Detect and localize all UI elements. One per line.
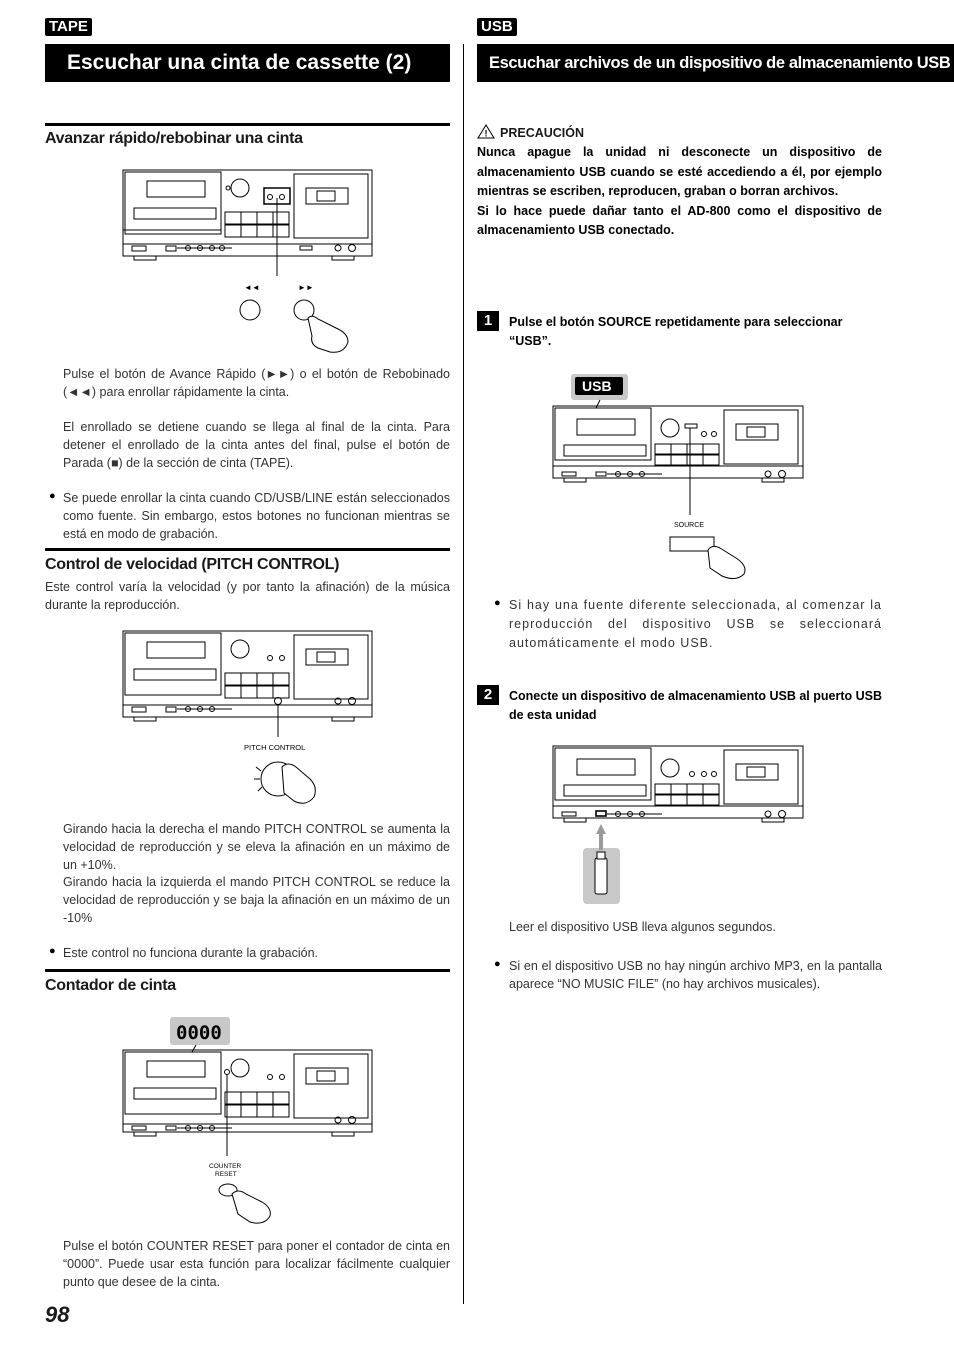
- pitch-paragraph-2: Girando hacia la izquierda el mando PITCH CONTROL se reduce la velocidad de reproducción y se baja la afinación en un máximo de un -10%: [63, 875, 450, 925]
- caution-text-1: Nunca apague la unidad ni desconecte un dispositivo de almacenamiento USB cuando se esté accediendo a él, por ejemplo mientras se escriben, reproducen, graban o borran archivos.: [477, 145, 882, 198]
- step2-bullet: Si en el dispositivo USB no hay ningún archivo MP3, en la pantalla aparece “NO MUSIC FILE” (no hay archivos musicales).: [509, 959, 882, 991]
- step-number: 2: [477, 685, 499, 705]
- caution-text: [477, 143, 882, 241]
- step1-bullet: Si hay una fuente diferente seleccionada, al comenzar la reproducción del dispositivo USB se seleccionará automáticamente el modo USB.: [509, 598, 882, 650]
- warning-icon: [477, 124, 495, 142]
- deck-illustration-pitch: [122, 629, 374, 809]
- counter-display: 0000: [176, 1022, 222, 1044]
- caution-title-text: PRECAUCIÓN: [500, 126, 585, 140]
- bullet-dot: ●: [494, 597, 501, 609]
- usb-display-label: USB: [582, 378, 612, 394]
- page-number: 98: [45, 1302, 70, 1327]
- pitch-paragraph-1: Girando hacia la derecha el mando PITCH CONTROL se aumenta la velocidad de reproducción y se eleva la afinación en un máximo de un +10%.: [63, 822, 450, 872]
- column-divider: [463, 44, 464, 1304]
- step1-text: Pulse el botón SOURCE repetidamente para seleccionar “USB”.: [509, 315, 843, 348]
- ff-rew-heading: Avanzar rápido/rebobinar una cinta: [45, 130, 303, 147]
- reset-label: RESET: [215, 1171, 237, 1178]
- tape-badge: TAPE: [45, 18, 92, 36]
- left-page-title: Escuchar una cinta de cassette (2): [45, 44, 450, 82]
- step2-paragraph: Leer el dispositivo USB lleva algunos segundos.: [509, 920, 776, 934]
- deck-illustration-source: [552, 372, 807, 582]
- section-rule: [45, 969, 450, 972]
- bullet-dot: ●: [49, 490, 56, 502]
- counter-paragraph: Pulse el botón COUNTER RESET para poner el contador de cinta en “0000”. Puede usar esta función para localizar fácilmente cualquier punto que desee de la cinta.: [63, 1239, 450, 1289]
- source-label: SOURCE: [674, 522, 704, 529]
- bullet-dot: ●: [49, 945, 56, 957]
- caution-title: [477, 124, 584, 142]
- ff-bullet: Se puede enrollar la cinta cuando CD/USB/LINE están seleccionados como fuente. Sin embargo, estos botones no funcionan mientras se está en modo de grabación.: [63, 491, 450, 541]
- pitch-heading: Control de velocidad (PITCH CONTROL): [45, 556, 340, 573]
- usb-badge: USB: [477, 18, 517, 36]
- pitch-bullet: Este control no funciona durante la grabación.: [63, 946, 319, 960]
- ff-label: ►►: [298, 283, 314, 292]
- bullet-dot: ●: [494, 958, 501, 970]
- deck-illustration-counter: [122, 1016, 374, 1226]
- section-rule: [45, 123, 450, 126]
- ff-paragraph-1: Pulse el botón de Avance Rápido (►►) o el botón de Rebobinado (◄◄) para enrollar rápidamente la cinta.: [63, 367, 450, 399]
- step-number: 1: [477, 311, 499, 331]
- svg-text:!: !: [484, 128, 488, 139]
- ff-paragraph-2: El enrollado se detiene cuando se llega al final de la cinta. Para detener el enrollado de la cinta antes del final, pulse el botón de Parada (■) de la sección de cinta (TAPE).: [63, 420, 450, 470]
- counter-label: COUNTER: [209, 1163, 242, 1170]
- caution-text-2: Si lo hace puede dañar tanto el AD-800 como el dispositivo de almacenamiento USB conectado.: [477, 203, 882, 237]
- right-page-title: Escuchar archivos de un dispositivo de almacenamiento USB (MP3) (1): [477, 44, 954, 82]
- rew-label: ◄◄: [244, 283, 260, 292]
- step2-text: Conecte un dispositivo de almacenamiento USB al puerto USB de esta unidad: [509, 689, 882, 722]
- deck-illustration-ff: [122, 168, 374, 353]
- counter-heading: Contador de cinta: [45, 977, 176, 994]
- deck-illustration-usb-port: [552, 744, 807, 906]
- section-rule: [45, 548, 450, 551]
- pitch-control-label: PITCH CONTROL: [244, 743, 306, 752]
- pitch-intro: Este control varía la velocidad (y por tanto la afinación) de la música durante la reproducción.: [45, 580, 450, 612]
